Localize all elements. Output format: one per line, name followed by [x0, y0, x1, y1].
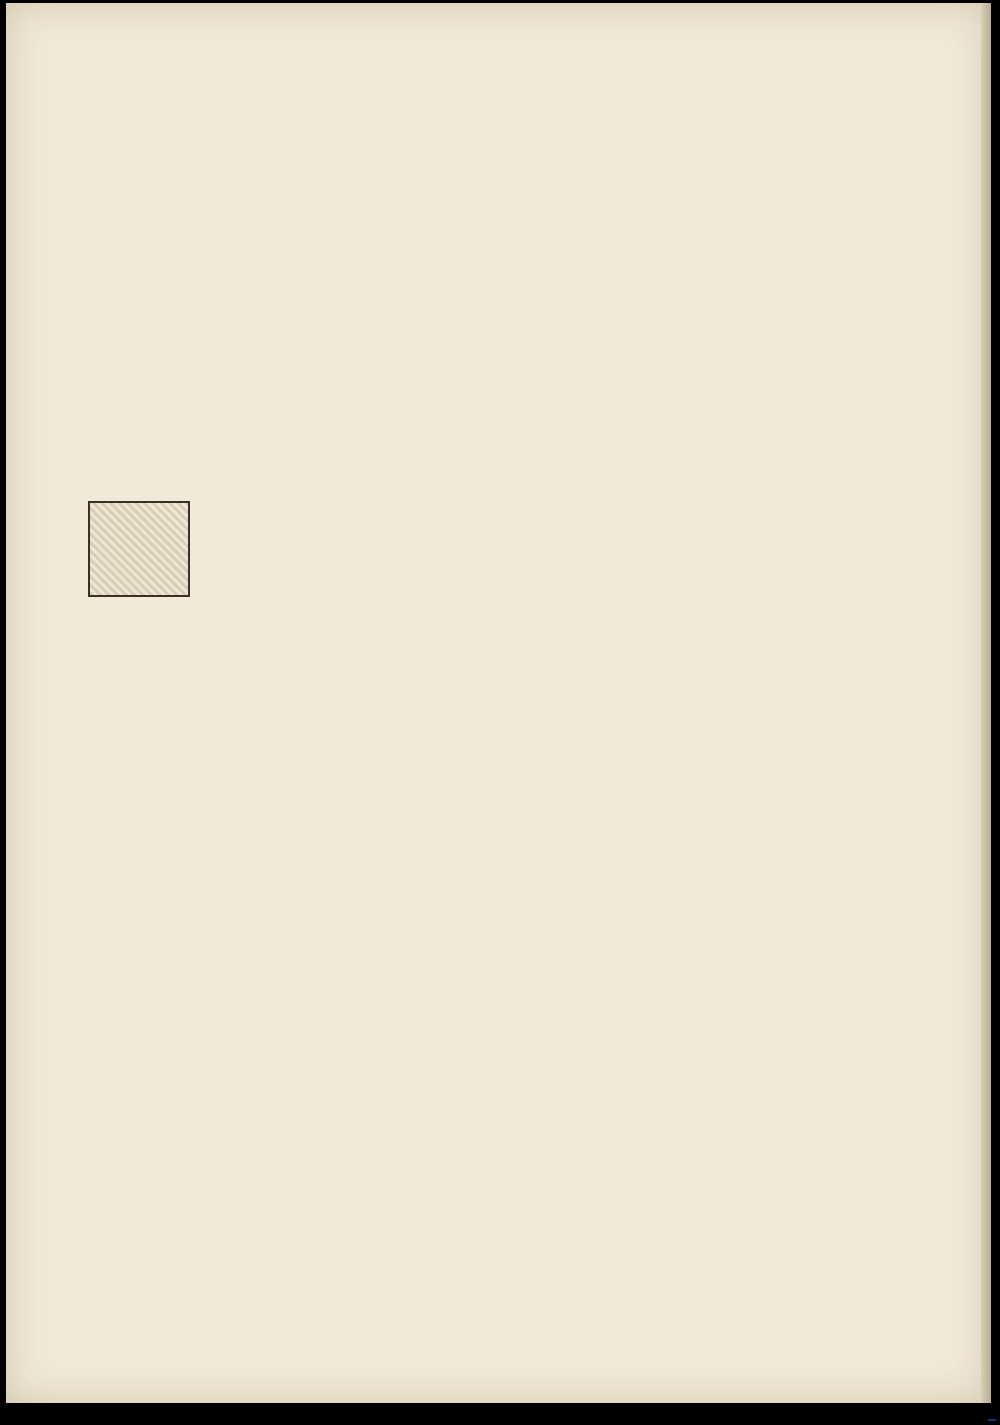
- page-edge: [981, 3, 991, 1403]
- book-page: [6, 3, 991, 1403]
- decorated-initial: [88, 501, 190, 597]
- dfg-logo: [988, 1419, 996, 1421]
- footer-credit: [984, 1419, 996, 1421]
